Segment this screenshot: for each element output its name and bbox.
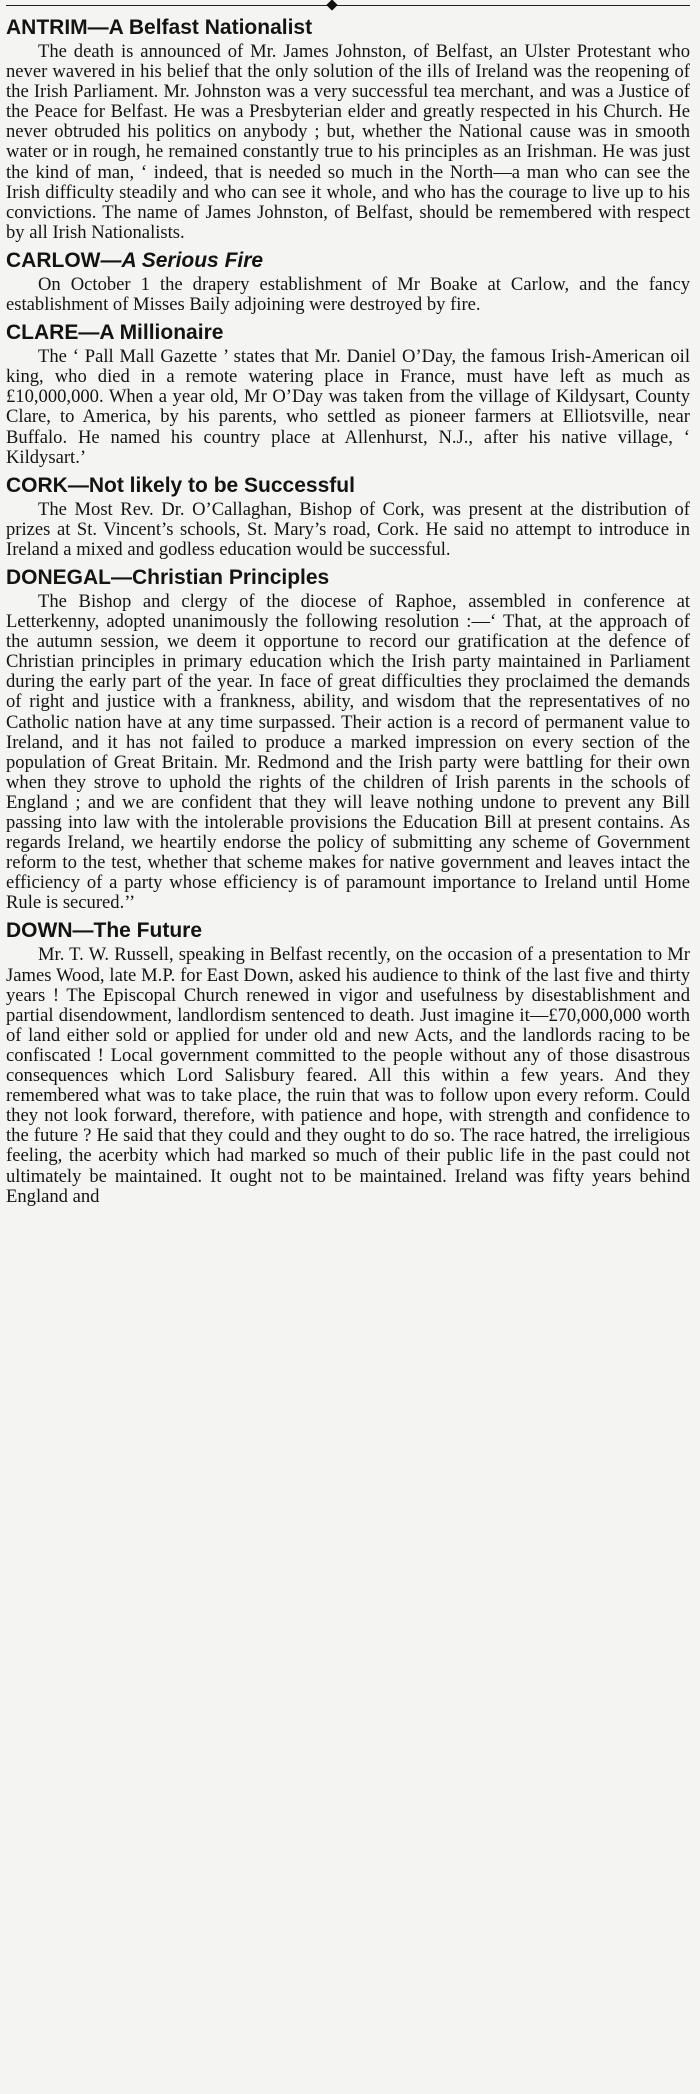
article-headline: [6, 917, 690, 945]
article-body: [6, 275, 690, 315]
county-name: ANTRIM: [6, 16, 88, 39]
article-text: The Most Rev. Dr. O’Callaghan, Bishop of Cork, was present at the distribution of prizes at St. Vincent’s schools, St. Mary’s road, Cork. He said no attempt to introduce in Ireland a mixed and godless education would be successful.: [6, 498, 690, 560]
article-antrim: [6, 14, 690, 243]
headline-subtitle: —A Belfast Nationalist: [87, 16, 313, 39]
county-name: CORK: [6, 473, 68, 497]
article-text: The Bishop and clergy of the diocese of Raphoe, assembled in conference at Letterkenny, adopted unanimously the following resolution :—‘ That, at the approach of the autumn session, we deem it opportune to record our gratification at the defence of Christian principles in primary education which the Irish party maintained in Parliament during the early part of the year. In face of great difficulties they proclaimed the demands of right and justice with a frankness, ability, and wisdom that the representatives of no Catholic nation have at any time surpassed. Their action is a record of permanent value to Ireland, and it has not failed to produce a marked impression on every section of the population of Great Britain. Mr. Redmond and the Irish party were battling for their own when they strove to uphold the rights of the children of Irish parents in the schools of England ; and we are confident that they will leave nothing undone to prevent any Bill passing into law with the intolerable provisions the Education Bill at present contains. As regards Ireland, we heartily endorse the policy of submitting any scheme of Government reform to the test, whether that scheme makes for native government and leaves intact the efficiency of a party whose efficiency is of paramount importance to Ireland until Home Rule is secured.’’: [6, 590, 690, 914]
article-text: Mr. T. W. Russell, speaking in Belfast recently, on the occasion of a presentation to Mr James Wood, late M.P. for East Down, asked his audience to think of the last five and thirty years ! The Episcopal Church renewed in vigor and usefulness by disestablishment and partial disendowment, landlordism sentenced to death. Just imagine it—£70,000,000 worth of land either sold or applied for under old and new Acts, and the landlords racing to be confiscated ! Local government committed to the people without any of those disastrous consequences which Lord Salisbury feared. All this within a few years. And they remembered what was to take place, the ruin that was to follow upon every reform. Could they not look forward, therefore, with patience and hope, with strength and confidence to the future ? He said that they could and they ought to do so. The race hatred, the irreligious feeling, the acerbity which had marked so much of their public life in the past could not ultimately be maintained. It ought not to be maintained. Ireland was fifty years behind England and: [6, 944, 690, 1207]
headline-subtitle: —The Future: [72, 919, 202, 943]
article-body: [6, 347, 690, 468]
county-name: CLARE: [6, 321, 79, 345]
article-donegal: [6, 564, 690, 914]
headline-subtitle: —Christian Principles: [111, 565, 330, 589]
rule-ornament-icon: [326, 0, 337, 11]
article-text: The ‘ Pall Mall Gazette ’ states that Mr. Daniel O’Day, the famous Irish-American oil king, who died in a remote watering place in France, must have left as much as £10,000,000. When a year old, Mr O’Day was taken from the village of Kildysart, County Clare, to America, by his parents, who settled as pioneer farmers at Elliotsville, near Buffalo. He named his country place at Allenhurst, N.J., after his native village, ‘ Kildysart.’: [6, 346, 690, 468]
article-body: [6, 945, 690, 1206]
county-name: DOWN: [6, 919, 73, 943]
headline-subtitle: —A Millionaire: [78, 321, 224, 345]
article-down: [6, 917, 690, 1206]
article-body: [6, 42, 690, 243]
article-carlow: [6, 247, 690, 315]
county-name: CARLOW: [6, 248, 101, 272]
article-text: The death is announced of Mr. James Johnston, of Belfast, an Ulster Protestant who never wavered in his belief that the only solution of the ills of Ireland was the reopening of the Irish Parliament. Mr. Johnston was a very successful tea merchant, and was a Justice of the Peace for Belfast. He was a Presbyterian elder and greatly respected in his Church. He never obtruded his politics on anybody ; but, whether the National cause was in smooth water or in rough, he remained constantly true to his principles as an Irishman. He was just the kind of man, ‘ indeed, that is needed so much in the North—a man who can see the Irish difficulty steadily and who can see it whole, and who has the courage to live up to his convictions. The name of James Johnston, of Belfast, should be remembered with respect by all Irish Nationalists.: [6, 41, 690, 243]
article-headline: [6, 472, 690, 500]
article-headline: [6, 564, 690, 592]
article-text: On October 1 the drapery establishment of Mr Boake at Carlow, and the fancy establishment of Misses Baily adjoining were destroyed by fire.: [6, 273, 690, 316]
article-headline: [6, 319, 690, 347]
article-headline: [6, 14, 690, 42]
article-headline: [6, 247, 690, 275]
article-body: [6, 592, 690, 914]
article-body: [6, 500, 690, 560]
headline-subtitle: —Not likely to be Successful: [67, 473, 355, 497]
rule-line: [6, 5, 690, 6]
county-name: DONEGAL: [6, 565, 111, 589]
headline-subtitle: —A Serious Fire: [100, 248, 264, 272]
column-divider-rule: [6, 0, 690, 12]
article-cork: [6, 472, 690, 560]
article-clare: [6, 319, 690, 468]
